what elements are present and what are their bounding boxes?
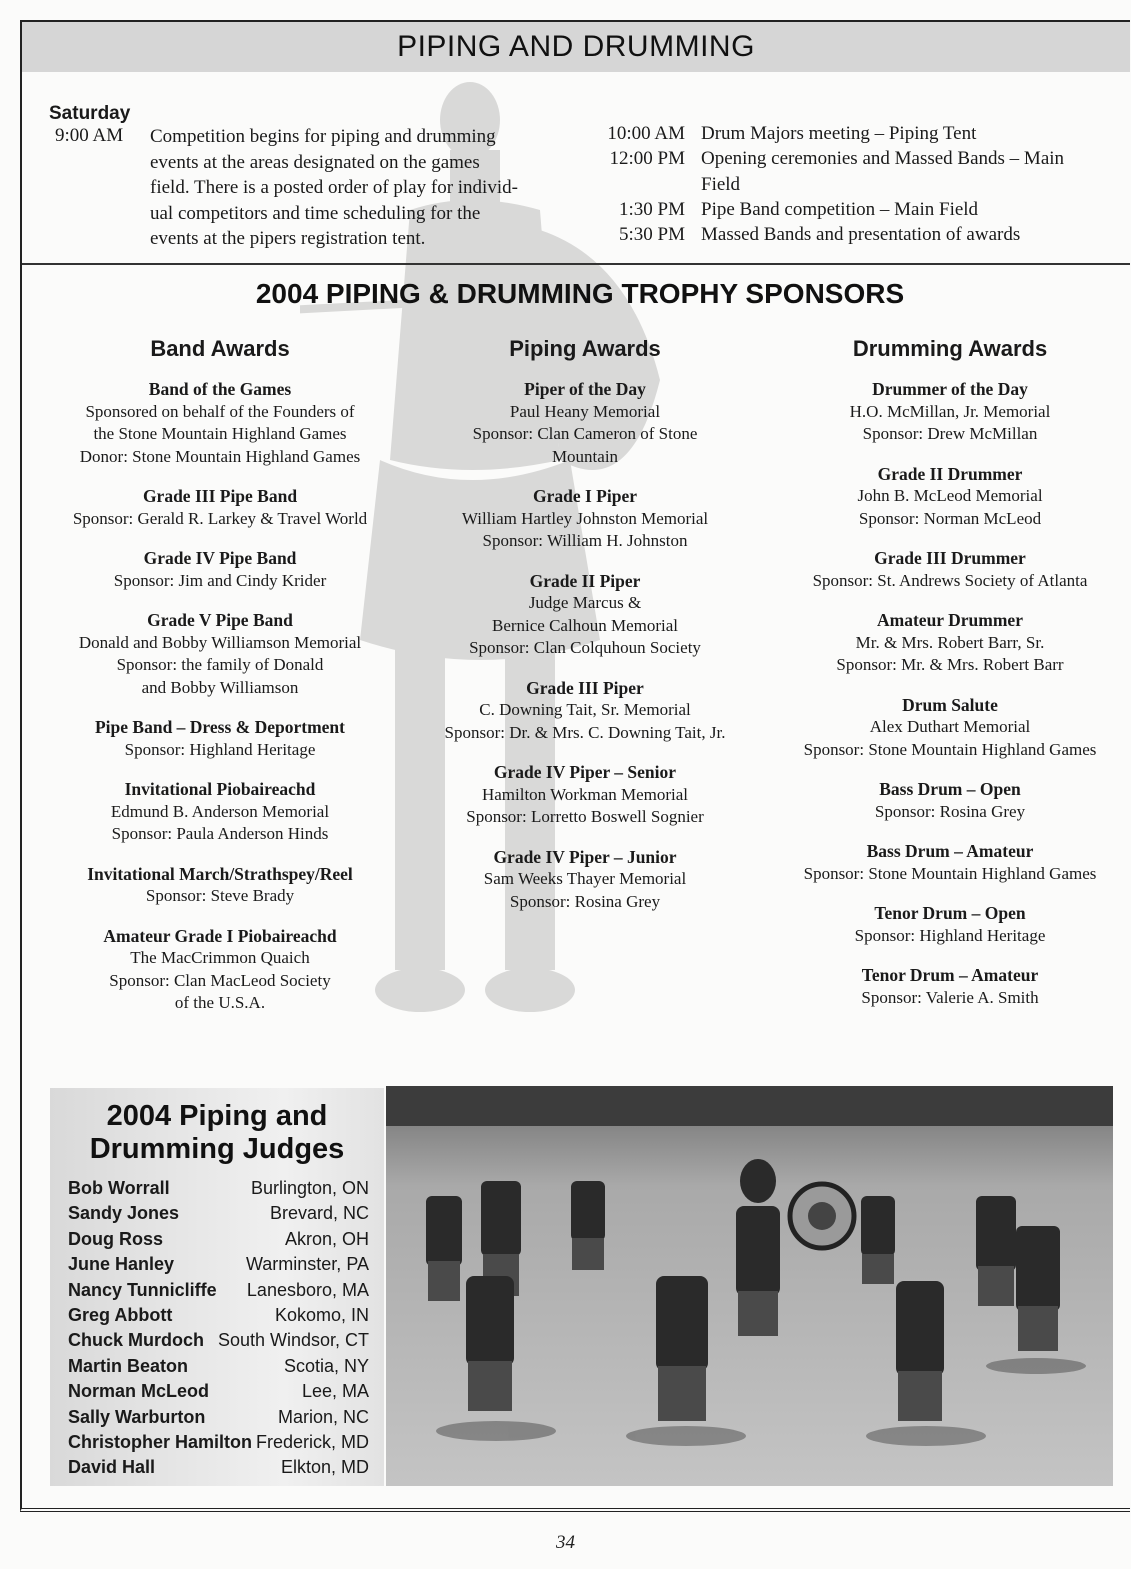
judge-row (68, 1201, 369, 1226)
award-line: Sponsor: Steve Brady (145, 886, 295, 905)
event-time: 12:00 PM (609, 148, 685, 170)
judge-name: Christopher Hamilton (68, 1432, 253, 1453)
award-line: Paul Heany Memorial (509, 401, 661, 421)
award-entry (770, 902, 1130, 947)
award-name: Grade IV Piper – Senior (493, 762, 677, 782)
piping-awards-heading: Piping Awards (509, 336, 661, 361)
judges-title-line: 2004 Piping and (106, 1100, 328, 1132)
judge-name: David Hall (68, 1457, 156, 1478)
event-time: 5:30 PM (619, 224, 685, 246)
award-line: Mr. & Mrs. Robert Barr, Sr. (855, 632, 1045, 652)
schedule-row (590, 121, 1110, 146)
award-entry (415, 846, 755, 914)
schedule-events (590, 121, 1110, 247)
award-line: Sponsor: Rosina Grey (874, 801, 1026, 821)
award-line: Sponsor: Highland Heritage (124, 739, 316, 759)
award-name: Invitational March/Strathspey/Reel (87, 863, 353, 884)
award-entry (415, 570, 755, 660)
judges-list (50, 1176, 384, 1481)
award-line: H.O. McMillan, Jr. Memorial (849, 401, 1051, 421)
award-line: Donor: Stone Mountain Highland Games (79, 446, 361, 466)
schedule-row (590, 197, 1110, 222)
judge-row (68, 1328, 369, 1353)
award-line: Sponsor: Rosina Grey (509, 891, 661, 911)
award-name: Amateur Drummer (877, 610, 1023, 630)
award-line: Sponsor: St. Andrews Society of Atlanta (812, 570, 1088, 590)
award-name: Grade V Pipe Band (147, 610, 293, 630)
award-name: Grade IV Pipe Band (143, 548, 297, 568)
award-line: Judge Marcus & (528, 593, 642, 612)
judge-row (68, 1354, 369, 1379)
award-entry (40, 863, 400, 908)
judge-name: Sandy Jones (68, 1203, 180, 1224)
judge-row (68, 1430, 369, 1455)
judge-row (68, 1379, 369, 1404)
judge-location: Scotia, NY (283, 1355, 369, 1376)
judge-name: Sally Warburton (68, 1406, 206, 1427)
judge-location: Kokomo, IN (274, 1305, 369, 1326)
event-time: 10:00 AM (607, 123, 685, 144)
award-line: Donald and Bobby Williamson Memorial (78, 632, 362, 652)
schedule-first-description (150, 124, 570, 252)
judge-row (68, 1176, 369, 1201)
judge-location: Elkton, MD (280, 1457, 369, 1478)
judge-name: Greg Abbott (68, 1305, 173, 1326)
judges-panel (50, 1088, 384, 1486)
award-line: Bernice Calhoun Memorial (491, 615, 678, 635)
award-entry (770, 778, 1130, 823)
award-line: Sponsor: Stone Mountain Highland Games (803, 863, 1097, 883)
award-name: Bass Drum – Open (879, 779, 1021, 799)
award-line: C. Downing Tait, Sr. Memorial (479, 700, 691, 719)
award-line: William Hartley Johnston Memorial (461, 508, 709, 528)
judges-title (50, 1100, 384, 1166)
award-line: Sponsor: William H. Johnston (482, 531, 688, 550)
award-name: Bass Drum – Amateur (866, 841, 1034, 861)
schedule-day: Saturday (49, 103, 131, 124)
description-line: events at the pipers registration tent. (150, 228, 426, 249)
award-line: Hamilton Workman Memorial (481, 784, 689, 804)
award-line: Sponsor: Norman McLeod (858, 508, 1042, 528)
judges-title-line: Drumming Judges (89, 1133, 345, 1165)
award-name: Piper of the Day (524, 379, 646, 399)
judge-name: Nancy Tunnicliffe (68, 1279, 217, 1300)
award-name: Grade I Piper (532, 486, 637, 506)
judge-row (68, 1252, 369, 1277)
judge-location: South Windsor, CT (217, 1330, 369, 1351)
header-bar (22, 22, 1130, 72)
award-entry (770, 694, 1130, 762)
award-line: Sponsor: Lorretto Boswell Sognier (466, 807, 704, 826)
award-line: Sponsor: Gerald R. Larkey & Travel World (72, 508, 368, 528)
award-entry (40, 925, 400, 1015)
judge-location: Lee, MA (301, 1381, 369, 1402)
award-line: Sponsor: Highland Heritage (854, 925, 1046, 945)
judge-row (68, 1278, 369, 1303)
judge-row (68, 1227, 369, 1252)
section-divider (22, 263, 1130, 265)
judge-location: Burlington, ON (250, 1178, 369, 1198)
award-entry (415, 485, 755, 553)
award-line: John B. McLeod Memorial (857, 486, 1043, 505)
award-entry (415, 378, 755, 468)
judge-name: Bob Worrall (68, 1178, 170, 1198)
band-awards-heading: Band Awards (150, 336, 290, 361)
award-name: Tenor Drum – Amateur (861, 965, 1039, 985)
award-line: Sponsor: Dr. & Mrs. C. Downing Tait, Jr. (444, 722, 726, 742)
event-description: Pipe Band competition – Main Field (701, 198, 979, 220)
award-name: Pipe Band – Dress & Deportment (94, 717, 345, 737)
sponsors-title: 2004 PIPING & DRUMMING TROPHY SPONSORS (255, 278, 905, 309)
description-line: events at the areas designated on the games (150, 151, 480, 173)
judge-row (68, 1303, 369, 1328)
award-line: Sponsor: Stone Mountain Highland Games (803, 739, 1097, 759)
award-line: the Stone Mountain Highland Games (93, 424, 347, 443)
judge-row (68, 1455, 369, 1480)
award-line: Sponsor: Clan MacLeod Society (109, 970, 331, 990)
judge-location: Warminster, PA (245, 1254, 369, 1275)
award-line: Sponsor: the family of Donald (116, 655, 324, 674)
award-name: Grade III Pipe Band (142, 486, 298, 506)
page-number: 34 (556, 1532, 575, 1553)
judge-name: Norman McLeod (68, 1381, 210, 1402)
award-name: Grade II Drummer (877, 463, 1023, 484)
award-entry (770, 964, 1130, 1009)
judge-name: June Hanley (68, 1254, 175, 1275)
award-name: Grade IV Piper – Junior (493, 846, 677, 867)
award-entry (40, 378, 400, 468)
award-line: Sponsor: Paula Anderson Hinds (111, 824, 329, 843)
award-name: Grade III Piper (526, 677, 644, 698)
award-entry (40, 609, 400, 699)
award-name: Drummer of the Day (872, 379, 1028, 399)
piping-awards-column (415, 334, 755, 930)
award-line: and Bobby Williamson (141, 677, 299, 697)
award-line: The MacCrimmon Quaich (130, 948, 310, 967)
pipe-band-photo (386, 1086, 1113, 1486)
award-name: Amateur Grade I Piobaireachd (103, 925, 337, 946)
event-description: Drum Majors meeting – Piping Tent (701, 123, 977, 144)
judge-name: Doug Ross (68, 1228, 164, 1249)
award-entry (770, 840, 1130, 885)
schedule-first-time: 9:00 AM (55, 125, 124, 146)
award-name: Grade II Piper (529, 570, 641, 591)
award-entry (40, 778, 400, 846)
award-name: Band of the Games (148, 379, 292, 399)
description-line: field. There is a posted order of play for individ- (150, 177, 518, 198)
event-time: 1:30 PM (619, 198, 685, 220)
band-awards-column (40, 334, 400, 1032)
award-line: Sam Weeks Thayer Memorial (483, 869, 687, 888)
award-line: Sponsor: Drew McMillan (862, 424, 1038, 443)
award-name: Grade III Drummer (874, 548, 1026, 568)
award-line: Alex Duthart Memorial (869, 717, 1031, 736)
judge-location: Marion, NC (277, 1406, 369, 1427)
award-entry (415, 677, 755, 745)
judge-location: Frederick, MD (255, 1432, 369, 1453)
award-line: Sponsor: Mr. & Mrs. Robert Barr (836, 655, 1064, 674)
award-entry (770, 378, 1130, 446)
page-title: PIPING AND DRUMMING (397, 30, 755, 63)
schedule-row (590, 222, 1110, 247)
award-line: Sponsor: Valerie A. Smith (861, 987, 1039, 1007)
description-line: Competition begins for piping and drumming (150, 126, 496, 147)
schedule-row (590, 146, 1110, 197)
award-name: Tenor Drum – Open (874, 903, 1026, 923)
award-entry (770, 609, 1130, 677)
award-name: Drum Salute (902, 694, 998, 715)
award-line: Sponsor: Jim and Cindy Krider (113, 570, 327, 590)
award-line: Sponsor: Clan Cameron of Stone (472, 424, 698, 443)
drumming-awards-column (770, 334, 1130, 1026)
award-entry (415, 761, 755, 829)
award-line: Edmund B. Anderson Memorial (110, 801, 330, 821)
award-name: Invitational Piobaireachd (124, 779, 316, 799)
award-entry (770, 463, 1130, 531)
award-entry (40, 716, 400, 761)
award-entry (40, 485, 400, 530)
award-line: of the U.S.A. (174, 993, 266, 1012)
event-description: Massed Bands and presentation of awards (701, 224, 1021, 246)
drumming-awards-heading: Drumming Awards (852, 336, 1048, 361)
description-line: ual competitors and time scheduling for the (150, 202, 481, 224)
judge-row (68, 1405, 369, 1430)
judge-location: Lanesboro, MA (246, 1279, 369, 1300)
award-entry (770, 547, 1130, 592)
event-description: Opening ceremonies and Massed Bands – Main Field (701, 148, 1065, 195)
judge-location: Akron, OH (284, 1228, 369, 1249)
award-line: Sponsored on behalf of the Founders of (85, 401, 355, 421)
award-line: Mountain (551, 446, 619, 466)
judge-location: Brevard, NC (269, 1203, 369, 1224)
judge-name: Chuck Murdoch (68, 1330, 205, 1351)
award-line: Sponsor: Clan Colquhoun Society (469, 638, 701, 657)
award-entry (40, 547, 400, 592)
pipe-band-photo-illustration (386, 1086, 1113, 1486)
judge-name: Martin Beaton (68, 1355, 189, 1376)
